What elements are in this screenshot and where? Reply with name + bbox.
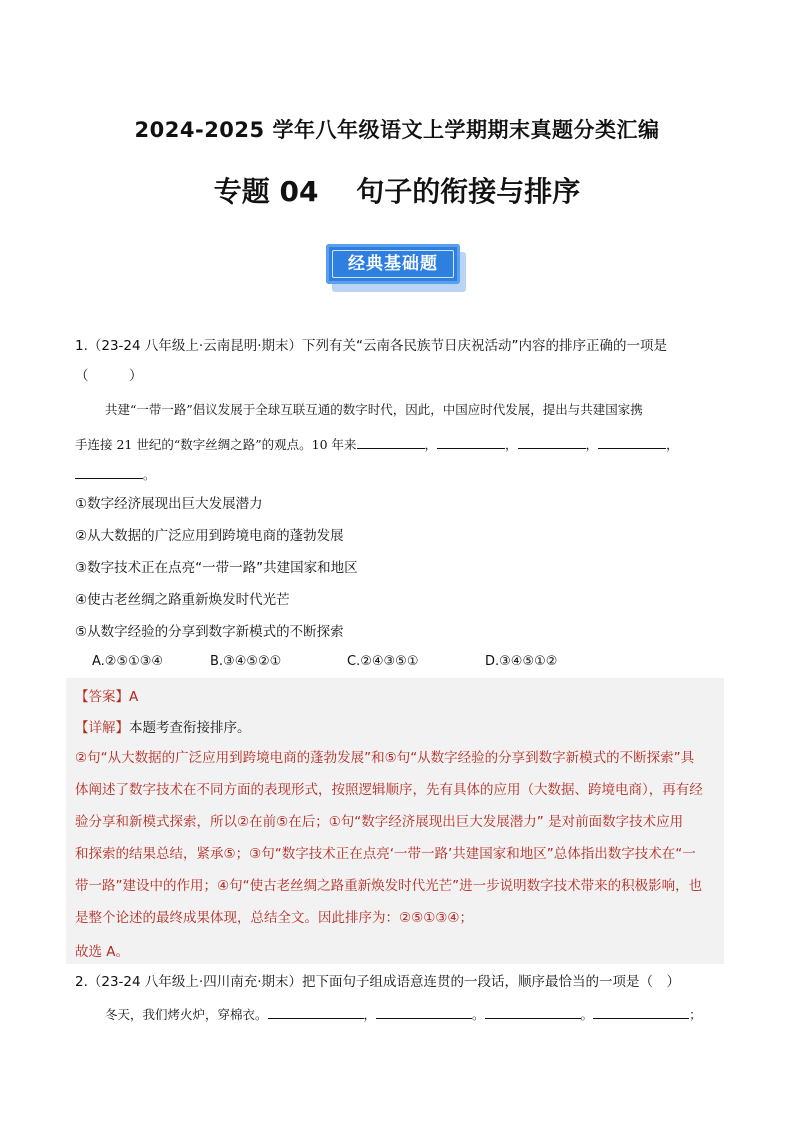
- detail-line-6: 是整个论述的最终成果体现，总结全文。因此排序为：②⑤①③④；: [75, 910, 474, 926]
- detail-body: [75, 742, 725, 934]
- q2-comma: ，: [363, 1007, 377, 1022]
- badge-label: 经典基础题: [332, 250, 454, 278]
- q2-period-1: 。: [472, 1007, 485, 1022]
- q2-stem: 2.（23-24 八年级上·四川南充·期末）把下面句子组成语意连贯的一段话，顺序最恰当的一项是（ ）: [75, 974, 680, 990]
- answer-line: [75, 685, 138, 705]
- q1-passage-line3: [75, 464, 725, 485]
- answer-conclusion: 故选 A。: [75, 944, 130, 960]
- q1-blank-1: [357, 434, 425, 449]
- detail-line-3: 验分享和新模式探索，所以②在前⑤在后；①句“数字经济展现出巨大发展潜力” 是对前面数字技术应用: [75, 814, 684, 830]
- q2-blank-4: [593, 1004, 689, 1019]
- section-badge: [326, 244, 468, 294]
- detail-intro-line: [75, 716, 251, 736]
- q1-item-2: ②从大数据的广泛应用到跨境电商的蓬勃发展: [75, 528, 344, 544]
- q1-comma-1: ，: [424, 437, 438, 452]
- q1-blank-2: [437, 434, 505, 449]
- q2-blank-3: [485, 1004, 581, 1019]
- detail-line-4: 和探索的结果总结，紧承⑤；③句“数字技术正在点亮‘一带一路’共建国家和地区”总体指出数字技术在“一: [75, 846, 696, 862]
- answer-value: A: [129, 689, 139, 705]
- q1-stem: 1.（23-24 八年级上·云南昆明·期末）下列有关“云南各民族节日庆祝活动”内容的排序正确的一项是: [75, 338, 667, 354]
- q1-comma-4: ，: [666, 437, 679, 452]
- q1-item-5: ⑤从数字经验的分享到数字新模式的不断探索: [75, 624, 344, 640]
- topic-title: 专题 04 句子的衔接与排序: [213, 175, 581, 208]
- q1-item-1: ①数字经济展现出巨大发展潜力: [75, 496, 263, 512]
- document-title: 2024-2025 学年八年级语文上学期期末真题分类汇编: [134, 118, 660, 142]
- q1-period: 。: [143, 467, 156, 482]
- q1-option-d: D.③④⑤①②: [485, 654, 558, 669]
- q2-period-2: 。: [580, 1007, 594, 1022]
- q1-bracket: （ ）: [75, 368, 143, 384]
- detail-line-1: ②句“从大数据的广泛应用到跨境电商的蓬勃发展”和⑤句“从数字经验的分享到数字新模式的不断探索”具: [75, 750, 695, 766]
- q1-blank-3: [518, 434, 586, 449]
- q1-passage-line1: 共建“一带一路”倡议发展于全球互联互通的数字时代，因此，中国应时代发展，提出与共建国家携: [105, 402, 643, 417]
- q1-item-3: ③数字技术正在点亮“一带一路”共建国家和地区: [75, 560, 358, 576]
- q2-semicolon: ；: [689, 1007, 702, 1022]
- q1-item-4: ④使古老丝绸之路重新焕发时代光芒: [75, 592, 290, 608]
- detail-line-2: 体阐述了数字技术在不同方面的表现形式，按照逻辑顺序，先有具体的应用（大数据、跨境电商），再有经: [75, 782, 703, 798]
- q1-passage-text: 手连接 21 世纪的“数字丝绸之路”的观点。10 年来: [75, 437, 357, 452]
- answer-label: 【答案】: [75, 689, 129, 705]
- q1-blank-4: [598, 434, 666, 449]
- q2-passage-start: 冬天，我们烤火炉，穿棉衣。: [105, 1007, 268, 1022]
- q1-comma-3: ，: [585, 437, 599, 452]
- q1-blank-5: [75, 464, 143, 479]
- q1-comma-2: ，: [505, 437, 518, 452]
- q1-passage-line2: [75, 434, 725, 455]
- q2-blank-1: [268, 1004, 364, 1019]
- q2-passage: [105, 1004, 725, 1025]
- badge-box: [326, 244, 460, 284]
- q1-option-a: A.②⑤①③④: [92, 654, 164, 669]
- q2-blank-2: [376, 1004, 472, 1019]
- detail-line-5: 带一路”建设中的作用；④句“使古老丝绸之路重新焕发时代光芒”进一步说明数字技术带来的积极影响，也: [75, 878, 703, 894]
- q1-option-c: C.②④③⑤①: [347, 654, 419, 669]
- detail-label: 【详解】: [75, 720, 129, 736]
- detail-intro: 本题考查衔接排序。: [129, 720, 251, 736]
- q1-option-b: B.③④⑤②①: [210, 654, 282, 669]
